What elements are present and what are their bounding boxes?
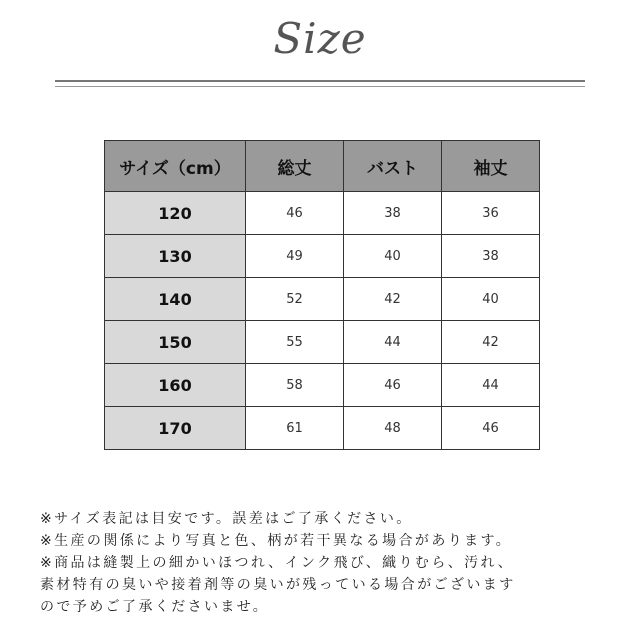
title-divider-bottom (55, 86, 585, 87)
table-row (105, 407, 540, 450)
table-row (105, 192, 540, 235)
bust-cell: 44 (344, 321, 442, 364)
bust-cell: 48 (344, 407, 442, 450)
note-line: ※生産の関係により写真と色、柄が若干異なる場合があります。 (40, 533, 513, 549)
bust-cell: 38 (344, 192, 442, 235)
length-cell: 49 (246, 235, 344, 278)
table-row (105, 364, 540, 407)
size-cell: 170 (105, 407, 246, 450)
sleeve-cell: 44 (442, 364, 540, 407)
table-row (105, 278, 540, 321)
sleeve-cell: 42 (442, 321, 540, 364)
note-line: 素材特有の臭いや接着剤等の臭いが残っている場合がございます (40, 577, 516, 593)
bust-cell: 46 (344, 364, 442, 407)
bust-cell: 40 (344, 235, 442, 278)
size-cell: 120 (105, 192, 246, 235)
header-bust: バスト (344, 141, 442, 192)
table-row (105, 321, 540, 364)
title-divider-top (55, 80, 585, 82)
length-cell: 46 (246, 192, 344, 235)
size-table (104, 140, 540, 450)
length-cell: 58 (246, 364, 344, 407)
size-cell: 130 (105, 235, 246, 278)
sleeve-cell: 40 (442, 278, 540, 321)
size-table-container (104, 140, 539, 450)
notes-block (40, 508, 620, 618)
table-header-row (105, 141, 540, 192)
length-cell: 61 (246, 407, 344, 450)
sleeve-cell: 38 (442, 235, 540, 278)
note-line: ※商品は縫製上の細かいほつれ、インク飛び、織りむら、汚れ、 (40, 555, 515, 571)
bust-cell: 42 (344, 278, 442, 321)
sleeve-cell: 36 (442, 192, 540, 235)
note-line: ※サイズ表記は目安です。誤差はご了承ください。 (40, 511, 413, 527)
size-cell: 150 (105, 321, 246, 364)
note-line: ので予めご了承くださいませ。 (40, 599, 270, 615)
header-length: 総丈 (246, 141, 344, 192)
size-cell: 140 (105, 278, 246, 321)
header-size: サイズ（cm） (105, 141, 246, 192)
table-row (105, 235, 540, 278)
length-cell: 52 (246, 278, 344, 321)
header-sleeve: 袖丈 (442, 141, 540, 192)
length-cell: 55 (246, 321, 344, 364)
sleeve-cell: 46 (442, 407, 540, 450)
page-title: Size (273, 14, 367, 63)
size-cell: 160 (105, 364, 246, 407)
